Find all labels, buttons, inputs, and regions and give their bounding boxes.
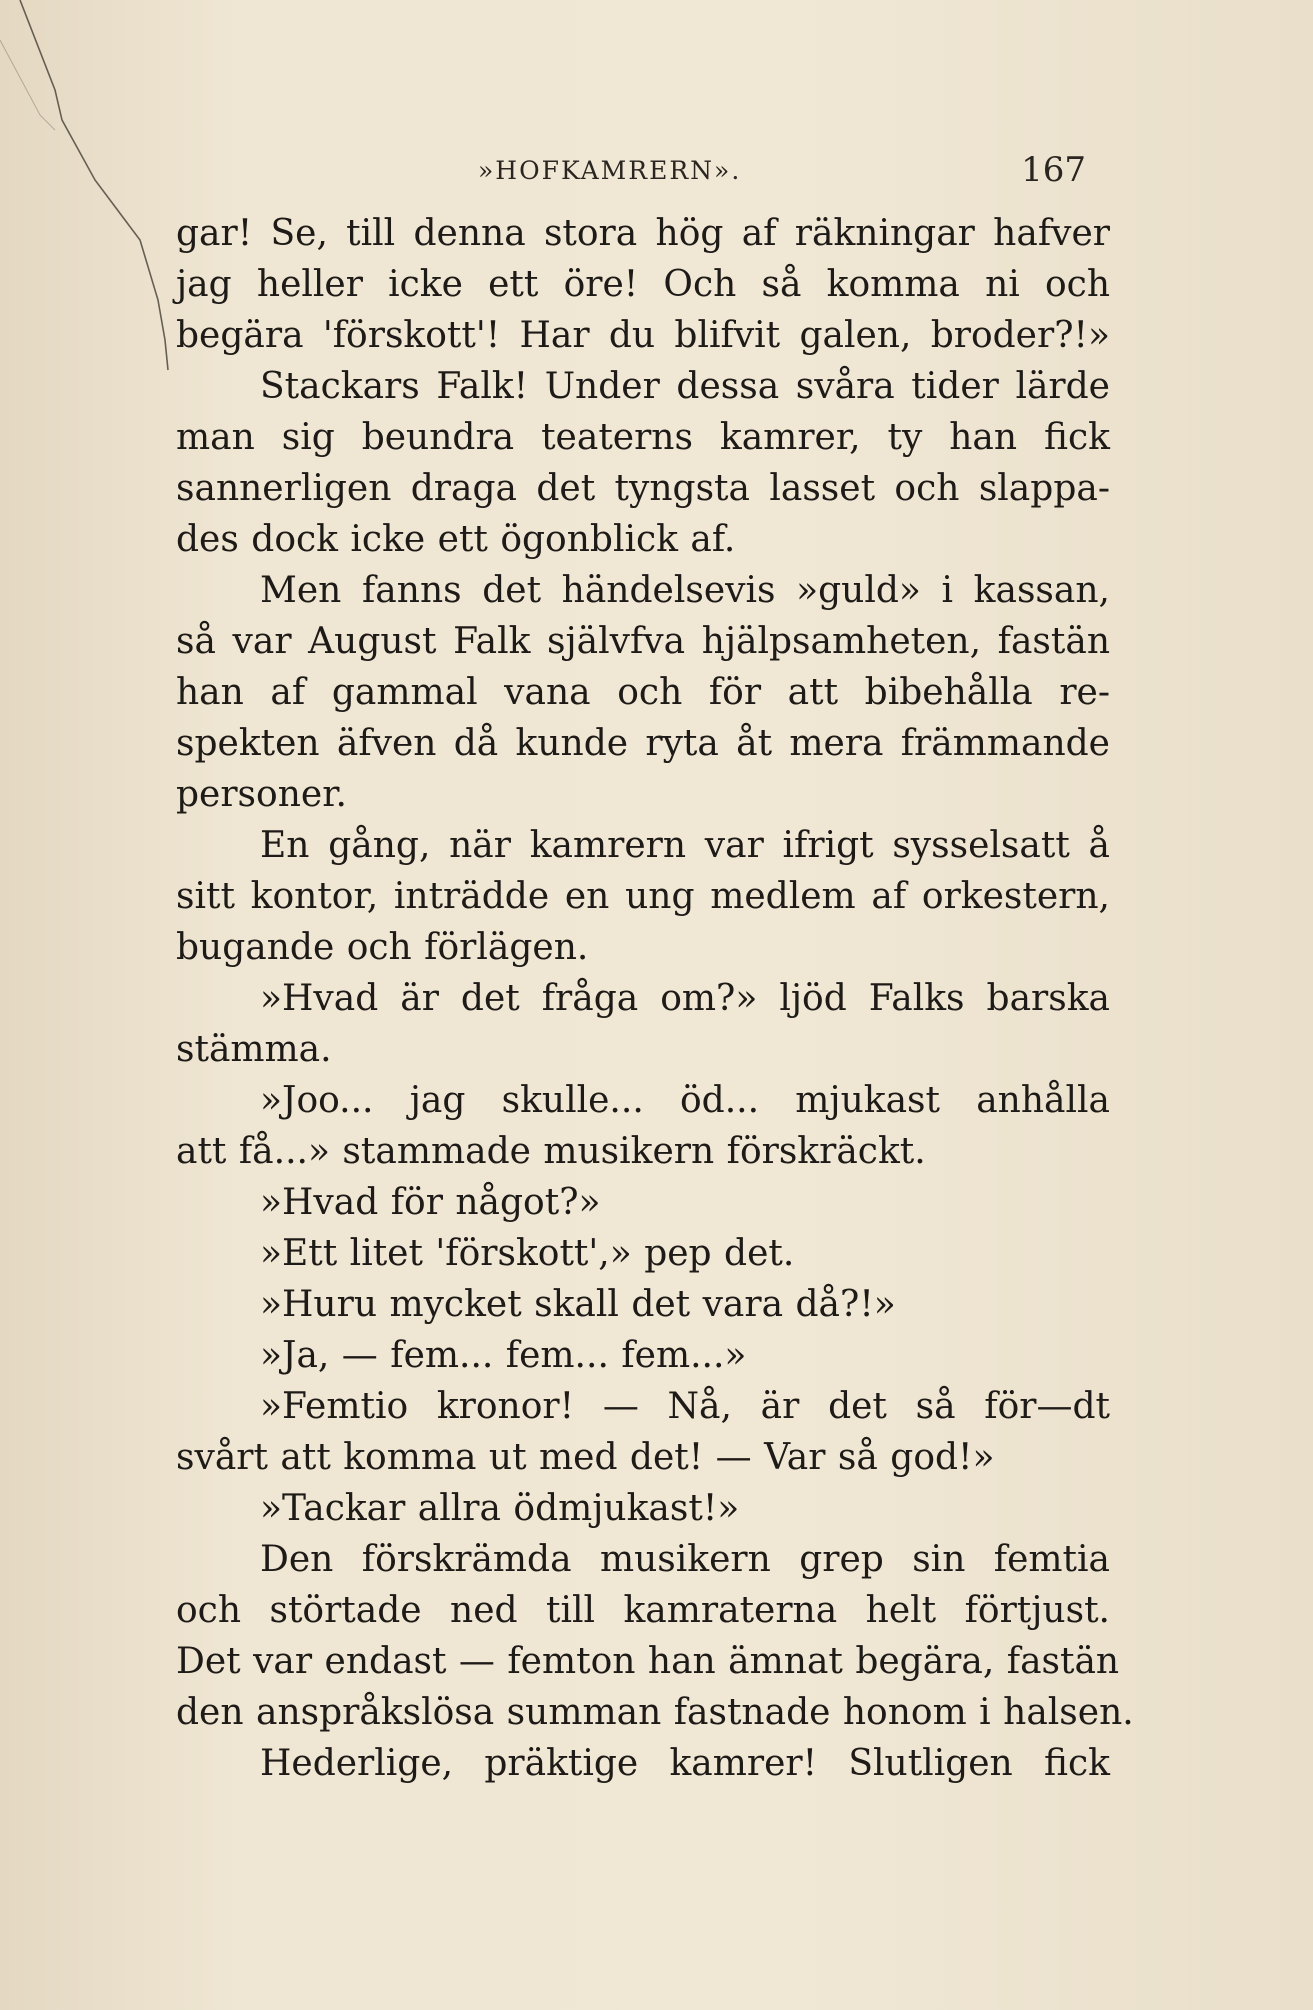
page-number: 167 — [1021, 150, 1086, 190]
text-line: »Hvad för något?» — [260, 1182, 601, 1223]
text-line: Den förskrämda musikern grep sin femtia — [260, 1539, 1110, 1580]
text-line: »Tackar allra ödmjukast!» — [260, 1488, 740, 1529]
text-line: »Hvad är det fråga om?» ljöd Falks barska — [260, 978, 1110, 1019]
text-line: »Joo... jag skulle... öd... mjukast anhålla — [260, 1080, 1110, 1121]
running-title: »HOFKAMRERN». — [478, 156, 742, 185]
page-header — [176, 150, 1110, 208]
text-line: Men fanns det händelsevis »guld» i kassan, — [260, 570, 1110, 611]
text-line: den anspråkslösa summan fastnade honom i halsen. — [176, 1692, 1134, 1733]
text-line: »Ja, — fem... fem... fem...» — [260, 1335, 747, 1376]
text-line: des dock icke ett ögonblick af. — [176, 519, 736, 560]
text-line: stämma. — [176, 1029, 332, 1070]
text-line: och störtade ned till kamraterna helt förtjust. — [176, 1590, 1110, 1631]
text-line: bugande och förlägen. — [176, 927, 589, 968]
text-line: spekten äfven då kunde ryta åt mera främmande — [176, 723, 1110, 764]
text-line: han af gammal vana och för att bibehålla re- — [176, 672, 1110, 713]
text-line: »Huru mycket skall det vara då?!» — [260, 1284, 896, 1325]
text-line: man sig beundra teaterns kamrer, ty han fick — [176, 417, 1110, 458]
text-line: sannerligen draga det tyngsta lasset och slappa- — [176, 468, 1110, 509]
text-line: så var August Falk självfva hjälpsamheten, fastän — [176, 621, 1110, 662]
text-line: sitt kontor, inträdde en ung medlem af orkestern, — [176, 876, 1110, 917]
text-line: att få...» stammade musikern förskräckt. — [176, 1131, 926, 1172]
text-line: »Femtio kronor! — Nå, är det så för—dt — [260, 1386, 1110, 1427]
text-line: gar! Se, till denna stora hög af räkningar hafver — [176, 213, 1110, 254]
text-line: »Ett litet 'förskott',» pep det. — [260, 1233, 795, 1274]
text-line: Det var endast — femton han ämnat begära, fastän — [176, 1641, 1120, 1682]
text-line: En gång, när kamrern var ifrigt sysselsatt å — [260, 825, 1110, 866]
text-line: Stackars Falk! Under dessa svåra tider lärde — [260, 366, 1110, 407]
text-line: jag heller icke ett öre! Och så komma ni och — [176, 264, 1110, 305]
page-fold-crease — [0, 0, 200, 560]
text-line: begära 'förskott'! Har du blifvit galen, broder?!» — [176, 315, 1110, 356]
text-line: svårt att komma ut med det! — Var så god!» — [176, 1437, 995, 1478]
text-line: personer. — [176, 774, 347, 815]
book-page — [176, 150, 1134, 1970]
text-line: Hederlige, präktige kamrer! Slutligen fick — [260, 1743, 1110, 1784]
body-text — [176, 208, 1134, 1789]
